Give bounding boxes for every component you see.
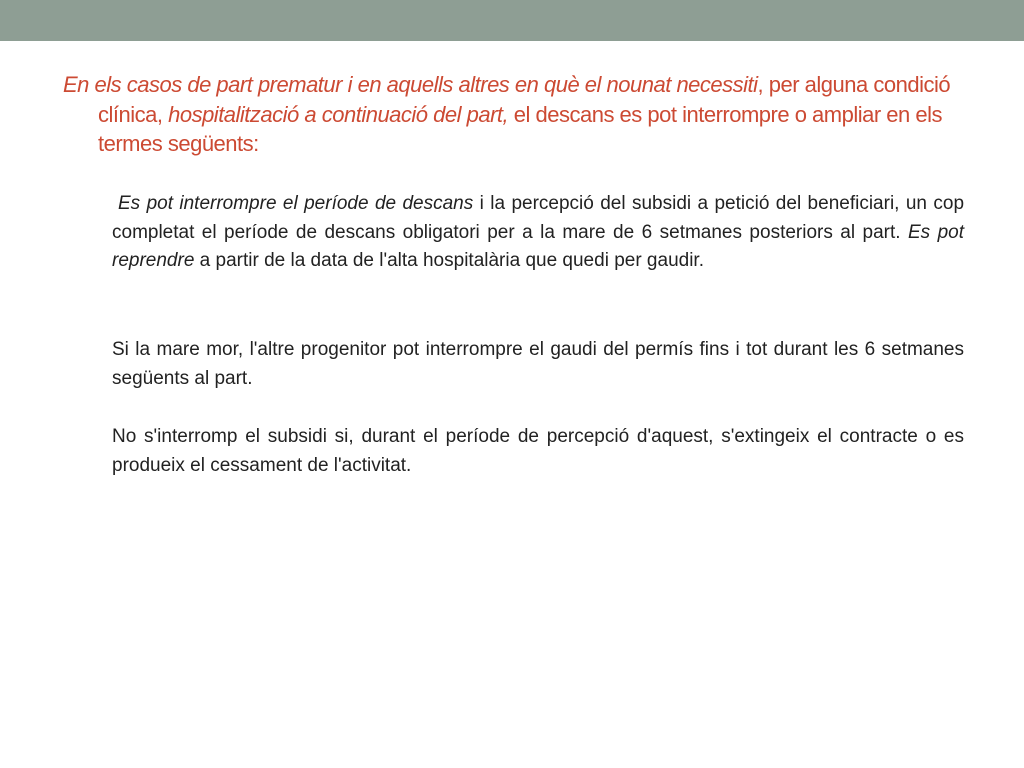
title-regular-2: el descans es pot interrompre o ampliar en els termes següents: <box>98 101 942 156</box>
paragraph-interruption <box>112 190 964 276</box>
title-italic-2: hospitalització a continuació del part, <box>168 101 509 127</box>
p1-regular-1: i la percepció del subsidi a petició del beneficiari, un cop completat el període de descans obligatori per a la mare de 6 setmanes posteriors al part. <box>112 193 965 243</box>
p1-italic-2: Es pot reprendre <box>112 221 964 271</box>
paragraph-mother-death: Si la mare mor, l'altre progenitor pot interrompre el gaudi del permís fins i tot durant les 6 setmanes següents al part. <box>112 339 964 389</box>
p1-regular-2: a partir de la data de l'alta hospitalària que quedi per gaudir. <box>194 250 704 271</box>
top-bar <box>0 0 1024 41</box>
slide-title <box>63 70 1003 159</box>
paragraph-subsidy-continuity: No s'interromp el subsidi si, durant el període de percepció d'aquest, s'extingeix el contracte o es produeix el cessament de l'activitat. <box>112 426 964 476</box>
p1-italic-1: Es pot interrompre el període de descans <box>118 193 474 214</box>
title-italic-1: En els casos de part prematur i en aquells altres en què el nounat necessiti <box>63 72 758 97</box>
title-regular-1: , per alguna condició clínica, <box>98 72 951 127</box>
